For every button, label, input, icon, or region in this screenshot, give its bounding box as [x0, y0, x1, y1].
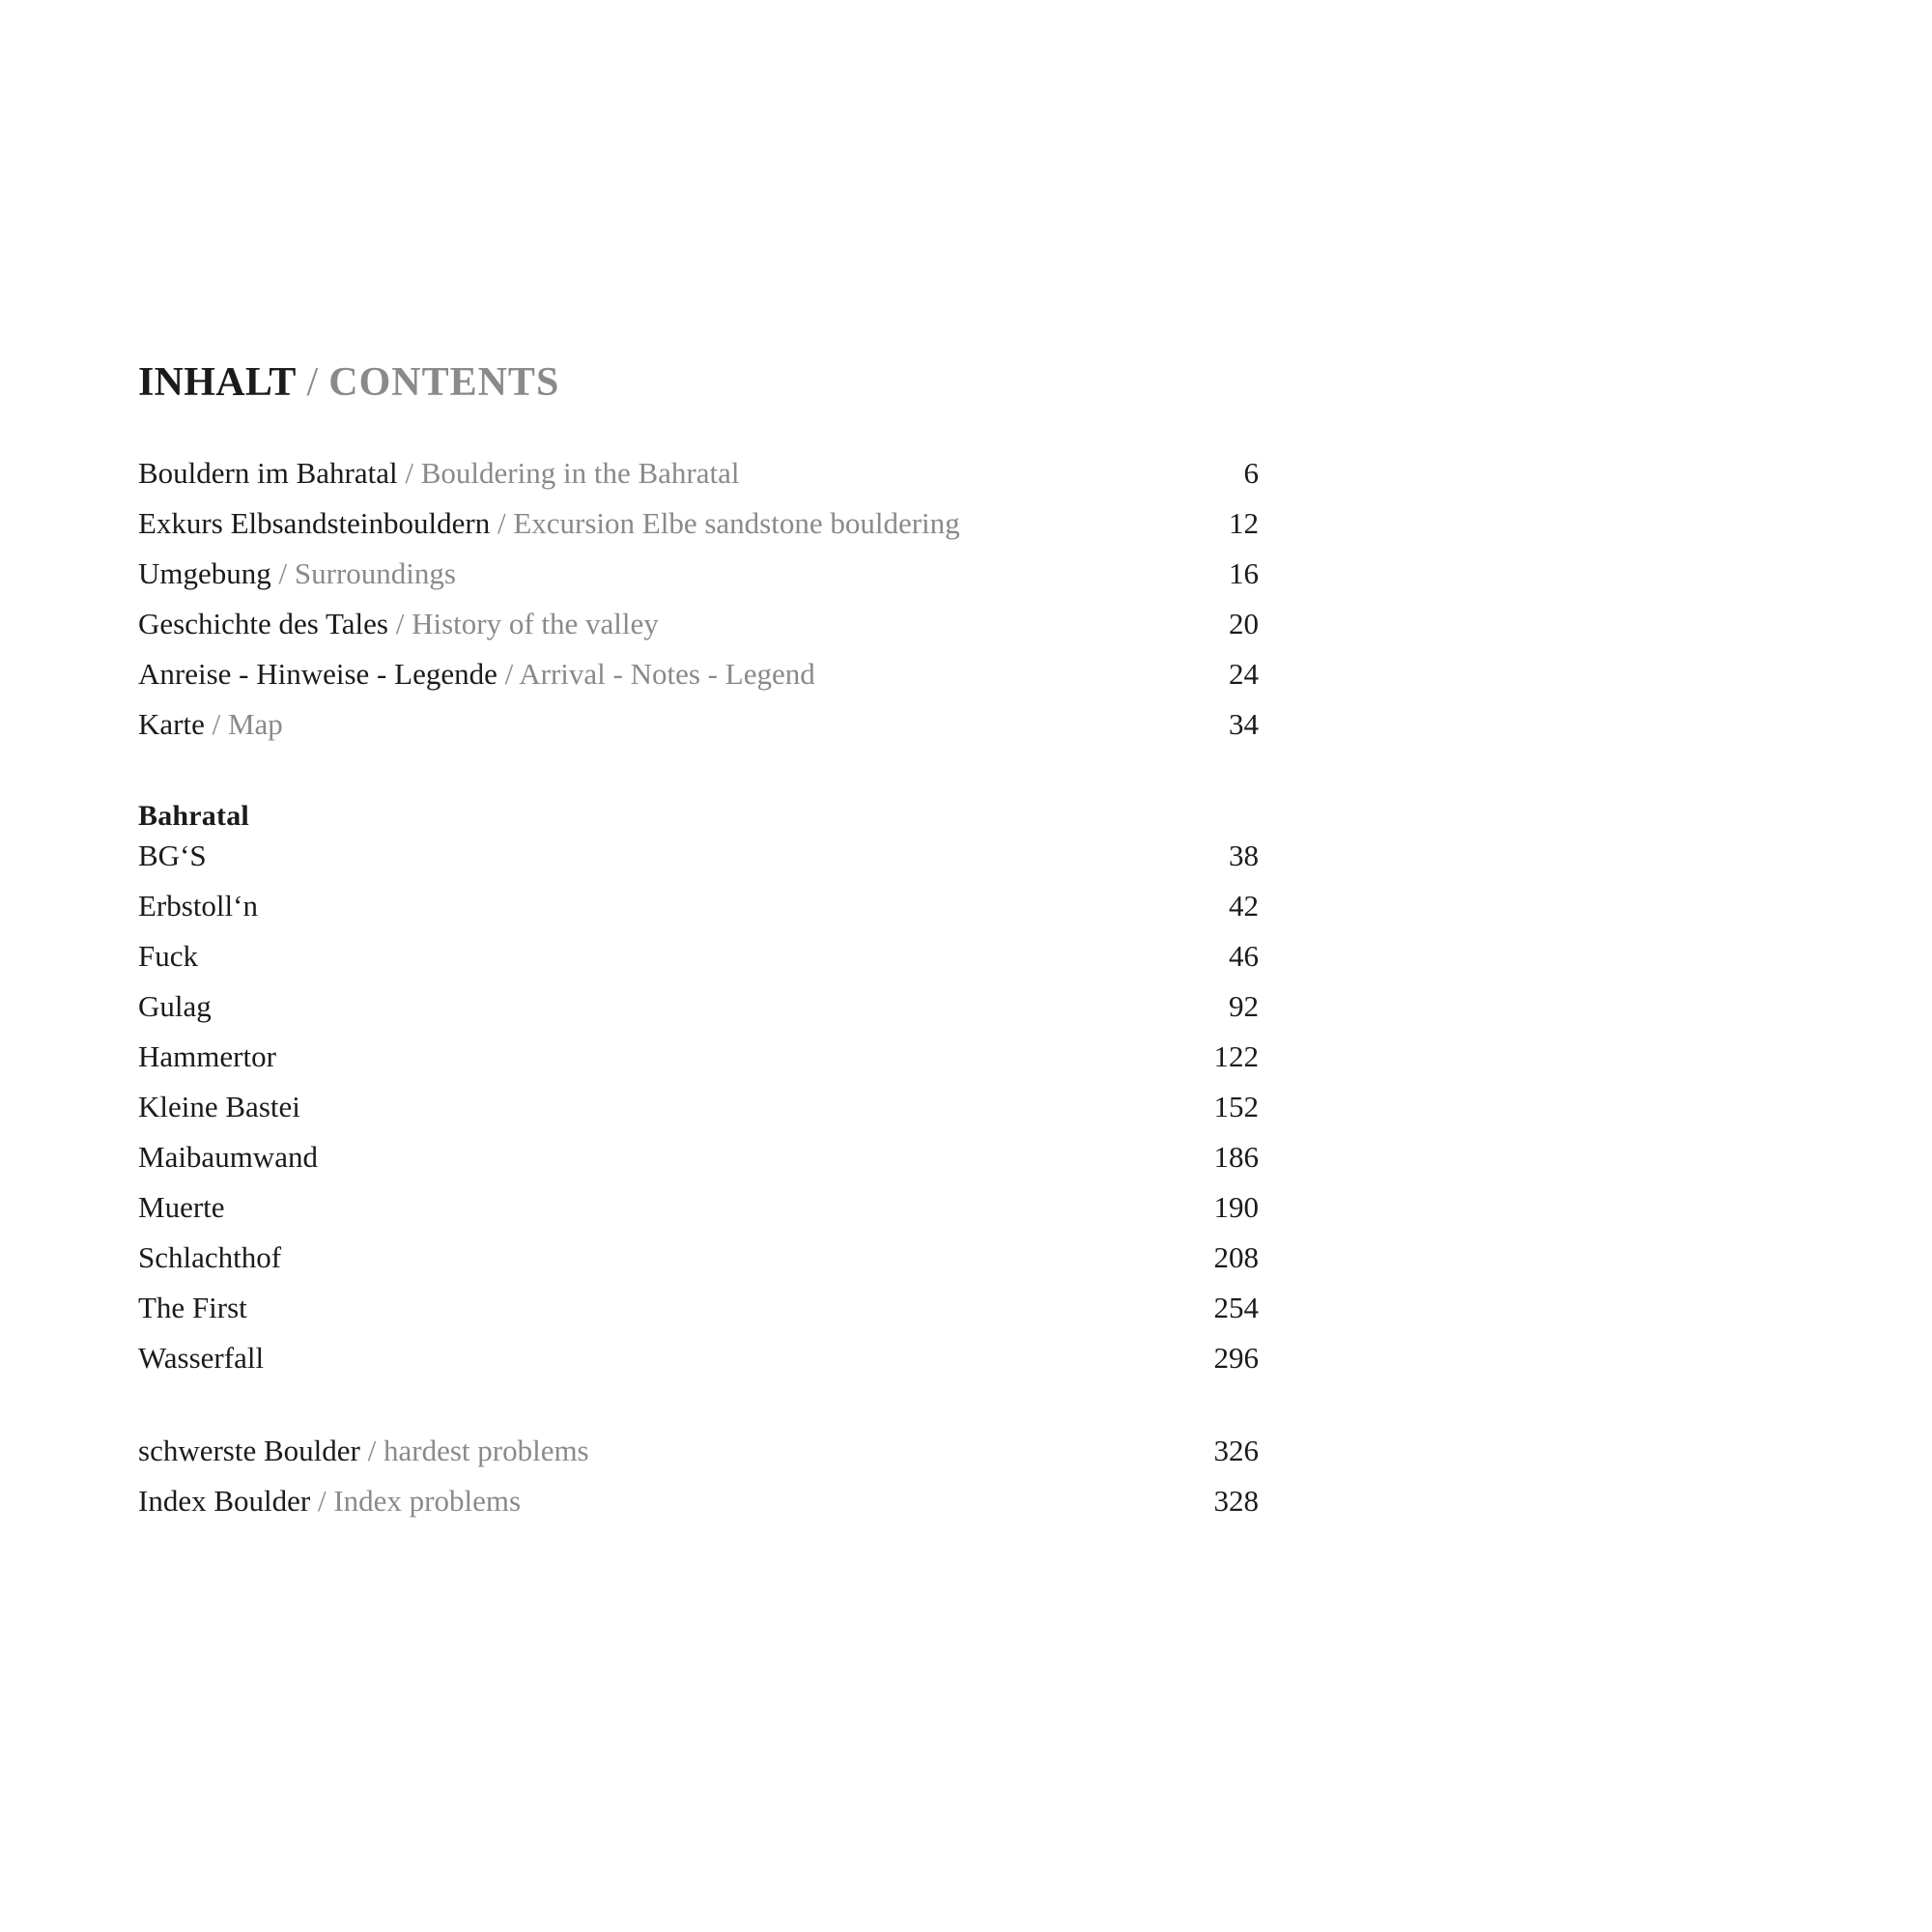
- toc-entry-label-english: Bouldering in the Bahratal: [420, 456, 740, 490]
- page-title-english: CONTENTS: [328, 360, 560, 405]
- toc-entry-label-german: Fuck: [138, 939, 198, 973]
- toc-entry-separator: /: [310, 1484, 334, 1518]
- toc-entry-page-number: 152: [1213, 1090, 1259, 1123]
- toc-entry-label-english: Arrival - Notes - Legend: [519, 657, 815, 691]
- toc-entry-label-german: Muerte: [138, 1190, 225, 1224]
- toc-entry[interactable]: [138, 1090, 1259, 1140]
- toc-entry-page-number: 328: [1213, 1484, 1259, 1518]
- toc-entry-page-number: 190: [1213, 1190, 1259, 1224]
- toc-entry-label-german: Geschichte des Tales: [138, 607, 388, 640]
- toc-entry-page-number: 326: [1213, 1434, 1259, 1467]
- toc-entry-separator: /: [359, 1434, 384, 1467]
- toc-entry-label: [138, 1090, 300, 1124]
- toc-entry-label-german: Erbstoll‘n: [138, 889, 258, 923]
- toc-entry-page-number: 122: [1213, 1039, 1259, 1073]
- toc-entry-label: [138, 1190, 225, 1225]
- toc-entry[interactable]: [138, 838, 1259, 889]
- table-of-contents: [138, 359, 1259, 1534]
- toc-entry[interactable]: [138, 607, 1259, 657]
- toc-entry-label-german: Exkurs Elbsandsteinbouldern: [138, 506, 491, 540]
- toc-entry-label: [138, 707, 283, 742]
- toc-entry[interactable]: [138, 1291, 1259, 1341]
- toc-entry-label: [138, 889, 258, 923]
- toc-group-bahratal: [138, 800, 1259, 1391]
- toc-entry-page-number: 24: [1229, 657, 1259, 691]
- toc-entry-page-number: 186: [1213, 1140, 1259, 1174]
- toc-entry-label: [138, 607, 659, 641]
- toc-entry-label-german: Wasserfall: [138, 1341, 265, 1375]
- toc-entry-label-german: Index Boulder: [138, 1484, 311, 1518]
- toc-entry-separator: /: [490, 506, 514, 540]
- toc-entry-page-number: 42: [1229, 889, 1259, 923]
- toc-group-back-matter: [138, 1434, 1259, 1534]
- toc-entry-label: [138, 556, 456, 591]
- toc-entry-label: [138, 1484, 521, 1519]
- toc-entry-page-number: 254: [1213, 1291, 1259, 1324]
- toc-entry-page-number: 16: [1229, 556, 1259, 590]
- toc-entry[interactable]: [138, 707, 1259, 757]
- toc-entry-label-english: Index problems: [333, 1484, 522, 1518]
- toc-entry-label-german: schwerste Boulder: [138, 1434, 360, 1467]
- toc-entry-label-german: Karte: [138, 707, 205, 741]
- toc-entry[interactable]: [138, 556, 1259, 607]
- toc-entry[interactable]: [138, 1341, 1259, 1391]
- toc-entry-separator: /: [270, 556, 295, 590]
- toc-entry[interactable]: [138, 506, 1259, 556]
- toc-entry[interactable]: [138, 1240, 1259, 1291]
- toc-entry-separator: /: [387, 607, 412, 640]
- toc-entry-label: [138, 657, 815, 692]
- toc-entry[interactable]: [138, 456, 1259, 506]
- toc-entry-label-german: Anreise - Hinweise - Legende: [138, 657, 497, 691]
- toc-entry[interactable]: [138, 1484, 1259, 1534]
- toc-entry-label: [138, 939, 198, 974]
- toc-entry[interactable]: [138, 1039, 1259, 1090]
- toc-entry-page-number: 6: [1243, 456, 1259, 490]
- toc-entry-separator: /: [497, 657, 520, 691]
- toc-entry-label-german: Gulag: [138, 989, 212, 1023]
- toc-entry[interactable]: [138, 1190, 1259, 1240]
- toc-entry-label: [138, 1240, 281, 1275]
- toc-entry-label-english: Excursion Elbe sandstone bouldering: [513, 506, 960, 540]
- toc-entry[interactable]: [138, 657, 1259, 707]
- toc-entry[interactable]: [138, 939, 1259, 989]
- toc-group-front-matter: [138, 456, 1259, 757]
- toc-entry-label-german: Bouldern im Bahratal: [138, 456, 398, 490]
- toc-group-heading: Bahratal: [138, 800, 249, 832]
- toc-entry-page-number: 20: [1229, 607, 1259, 640]
- toc-entry[interactable]: [138, 1140, 1259, 1190]
- toc-entry-label-english: Surroundings: [294, 556, 456, 590]
- toc-entry-page-number: 34: [1229, 707, 1259, 741]
- toc-entry-separator: /: [204, 707, 228, 741]
- toc-entry-separator: /: [397, 456, 421, 490]
- toc-entry-label-german: Hammertor: [138, 1039, 276, 1073]
- toc-entry-label-english: Map: [227, 707, 283, 741]
- toc-entry-label-english: History of the valley: [412, 607, 659, 640]
- toc-entry-page-number: 38: [1229, 838, 1259, 872]
- toc-entry-label: [138, 1291, 247, 1325]
- toc-entry-label-german: Maibaumwand: [138, 1140, 318, 1174]
- toc-entry-label-german: Schlachthof: [138, 1240, 282, 1274]
- toc-entry-label: [138, 1039, 276, 1074]
- toc-entry-page-number: 208: [1213, 1240, 1259, 1274]
- toc-entry-label-english: hardest problems: [383, 1434, 589, 1467]
- toc-entry-label-german: Umgebung: [138, 556, 271, 590]
- toc-entry-label: [138, 838, 207, 873]
- toc-entry-page-number: 12: [1229, 506, 1259, 540]
- toc-entry[interactable]: [138, 1434, 1259, 1484]
- toc-entry-page-number: 296: [1213, 1341, 1259, 1375]
- toc-entry-label: [138, 1434, 589, 1468]
- toc-entry-label-german: The First: [138, 1291, 247, 1324]
- toc-entry-label: [138, 456, 739, 491]
- page-title-german: INHALT: [138, 360, 297, 405]
- toc-entry-label-german: BG‘S: [138, 838, 207, 872]
- toc-entry-label-german: Kleine Bastei: [138, 1090, 300, 1123]
- toc-entry-label: [138, 989, 212, 1024]
- toc-entry-label: [138, 1140, 318, 1175]
- toc-entry[interactable]: [138, 989, 1259, 1039]
- toc-entry[interactable]: [138, 889, 1259, 939]
- toc-entry-label: [138, 1341, 264, 1376]
- toc-entry-page-number: 92: [1229, 989, 1259, 1023]
- page-title-separator: /: [296, 360, 329, 405]
- page-title: [138, 359, 1259, 406]
- toc-entry-label: [138, 506, 960, 541]
- toc-entry-page-number: 46: [1229, 939, 1259, 973]
